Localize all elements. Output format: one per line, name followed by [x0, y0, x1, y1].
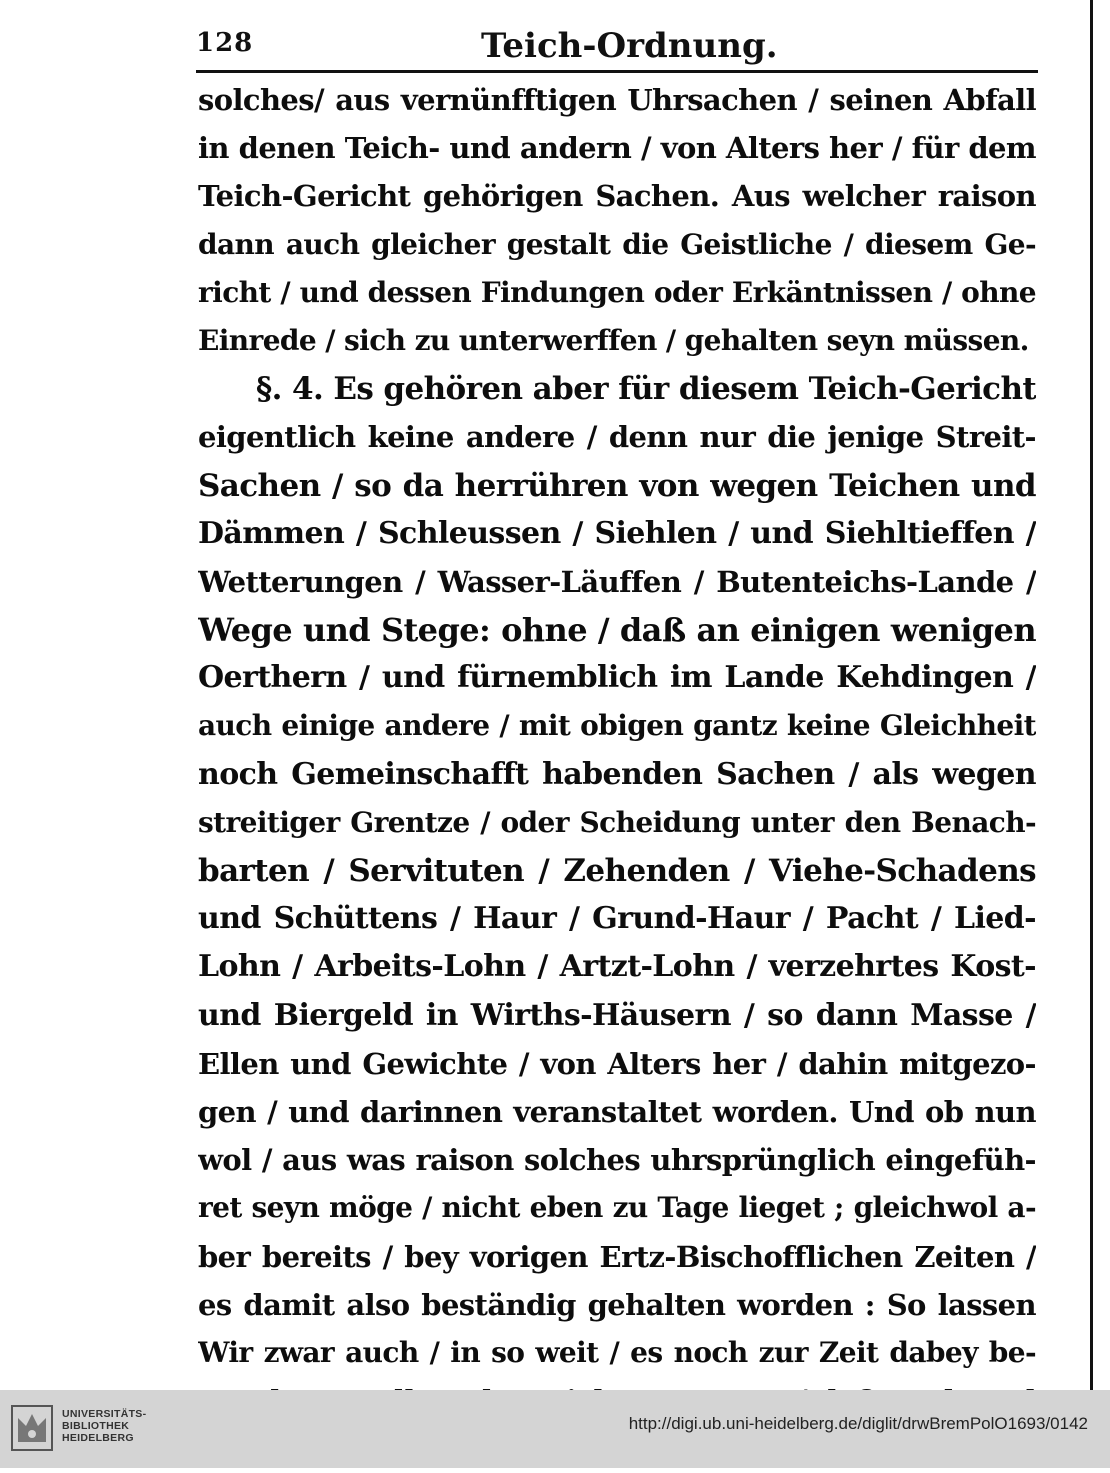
text-line: eigentlich keine andere / denn nur die jenige Streit- [198, 420, 1036, 455]
text-line: gen / und darinnen veranstaltet worden. Und ob nun [198, 1094, 1036, 1129]
text-line: auch einige andere / mit obigen gantz keine Gleichheit [198, 709, 1036, 743]
source-url[interactable]: http://digi.ub.uni-heidelberg.de/diglit/drwBremPolO1693/0142 [628, 1414, 1088, 1433]
header-rule [196, 70, 1038, 73]
text-line: und Biergeld in Wirths-Häusern / so dann Masse / [198, 997, 1036, 1033]
text-line: Oerthern / und fürnemblich im Lande Kehdingen / [198, 660, 1036, 696]
page-header [196, 22, 1041, 74]
body-text [198, 76, 1036, 1473]
text-line: Einrede / sich zu unterwerffen / gehalten seyn müssen. [198, 323, 1029, 357]
paragraph-start-line: §. 4. Es gehören aber für diesem Teich-Gericht [256, 371, 1036, 408]
text-line: richt / und dessen Findungen oder Erkäntnissen / ohne [198, 275, 1036, 309]
text-line: noch Gemeinschafft habenden Sachen / als wegen [198, 756, 1036, 792]
text-line: Dämmen / Schleussen / Siehlen / und Siehltieffen / [198, 515, 1036, 551]
text-line: dann auch gleicher gestalt die Geistliche / diesem Ge- [198, 227, 1036, 261]
text-line: und Schüttens / Haur / Grund-Haur / Pacht / Lied- [198, 901, 1036, 937]
library-logo-text [62, 1408, 146, 1444]
text-line: barten / Servituten / Zehenden / Viehe-Schadens [198, 853, 1036, 889]
page-edge-rule [1090, 0, 1093, 1390]
text-line: Wetterungen / Wasser-Läuffen / Butenteichs-Lande / [198, 564, 1036, 599]
text-line: Wir zwar auch / in so weit / es noch zur Zeit dabey be- [198, 1335, 1036, 1369]
text-line: ber bereits / bey vorigen Ertz-Bischofflichen Zeiten / [198, 1239, 1036, 1274]
footer-bar [0, 1390, 1110, 1468]
text-line: es damit also beständig gehalten worden : So lassen [198, 1287, 1036, 1322]
text-line: Wege und Stege: ohne / daß an einigen wenigen [198, 611, 1036, 650]
text-line: in denen Teich- und andern / von Alters her / für dem [198, 131, 1036, 166]
text-line: Lohn / Arbeits-Lohn / Artzt-Lohn / verzehrtes Kost- [198, 949, 1036, 985]
text-line: Sachen / so da herrühren von wegen Teichen und [198, 467, 1036, 504]
text-line: solches/ aus vernünfftigen Uhrsachen / seinen Abfall [198, 83, 1036, 117]
running-title: Teich-Ordnung. [481, 26, 778, 66]
text-line: Teich-Gericht gehörigen Sachen. Aus welcher raison [198, 179, 1036, 214]
page-number: 128 [196, 28, 254, 58]
logo-line: HEIDELBERG [62, 1432, 134, 1444]
text-line: streitiger Grentze / oder Scheidung unter den Benach- [198, 805, 1036, 839]
university-seal-icon [10, 1404, 54, 1452]
text-line: Ellen und Gewichte / von Alters her / dahin mitgezo- [198, 1046, 1036, 1081]
logo-line: UNIVERSITÄTS- [62, 1408, 147, 1420]
logo-line: BIBLIOTHEK [62, 1420, 130, 1432]
text-line: wol / aus was raison solches uhrsprünglich eingefüh- [198, 1143, 1036, 1178]
text-line: ret seyn möge / nicht eben zu Tage lieget ; gleichwol a- [198, 1191, 1036, 1225]
